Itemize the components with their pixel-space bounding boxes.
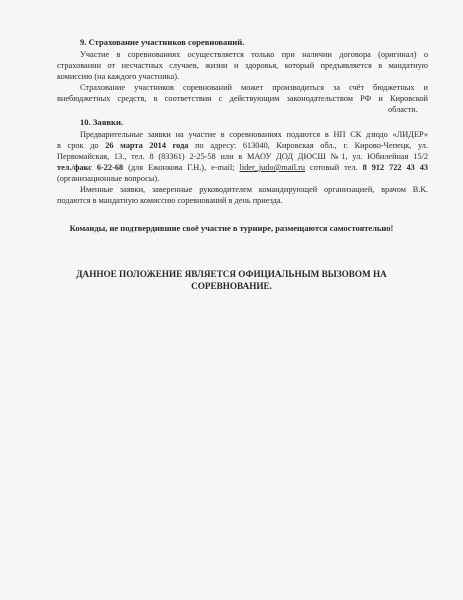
section-10-line-4-text-b: (для Ежонкова Г.Н.), e-mail;	[123, 163, 240, 172]
section-9-paragraph-2-line-3: области.	[388, 105, 418, 114]
section-9-paragraph-1-line-3: комиссию (на каждого участника).	[57, 72, 180, 81]
section-10-line-3: Первомайская, 13., тел. 8 (83361) 2-25-58 или в МАОУ ДОД ДЮСШ №1, ул. Юбилейная 15/2	[57, 152, 428, 161]
email-link[interactable]: lider_judo@mail.ru	[239, 163, 305, 172]
section-9-paragraph-2-line-2: внебюджетных средств, в соответствии с действующим законодательством РФ и Кировской	[57, 94, 428, 103]
section-10-line-2-text-a: в срок до	[57, 141, 106, 150]
mobile-phone: 8 912 722 43 43	[362, 163, 428, 172]
section-10-paragraph-2-line-1: Именные заявки, заверенные руководителем командирующей организацией, врачом В.К.	[80, 185, 428, 194]
fax-label: тел./факс 6-22-68	[57, 163, 124, 172]
section-9-paragraph-1-line-2: страховании от несчастных случаев, жизни и здоровья, который предъявляется в мандатную	[57, 61, 428, 70]
section-10-line-5: (организационные вопросы).	[57, 174, 160, 183]
accommodation-notice: Команды, не подтвердившие своё участие в турнире, размещаются самостоятельно!	[69, 223, 394, 233]
section-10-line-4	[57, 162, 428, 173]
section-9-paragraph-2-line-1: Страхование участников соревнований может производиться за счёт бюджетных и	[80, 83, 428, 92]
section-10-line-2-text-c: по адресу: 613040, Кировская обл., г. Кирово-Чепецк, ул.	[188, 141, 428, 150]
section-10-paragraph-2-line-2: подаются в мандатную комиссию соревнований в день приезда.	[57, 196, 283, 205]
section-10-title: 10. Заявки.	[80, 117, 124, 127]
section-10-line-2	[57, 140, 428, 151]
section-10-line-4-text-d: сотовый тел.	[305, 163, 363, 172]
official-statement-line-2: СОРЕВНОВАНИЕ.	[191, 281, 272, 291]
section-9-title: 9. Страхование участников соревнований.	[80, 37, 245, 47]
section-10-line-1: Предварительные заявки на участие в соревнованиях подаются в НП СК дзюдо «ЛИДЕР»	[80, 130, 428, 139]
official-statement-line-1: ДАННОЕ ПОЛОЖЕНИЕ ЯВЛЯЕТСЯ ОФИЦИАЛЬНЫМ ВЫЗОВОМ НА	[76, 269, 387, 279]
section-9-paragraph-1-line-1: Участие в соревнованиях осуществляется только при наличии договора (оригинал) о	[80, 50, 428, 59]
deadline-date: 26 марта 2014 года	[105, 141, 189, 150]
